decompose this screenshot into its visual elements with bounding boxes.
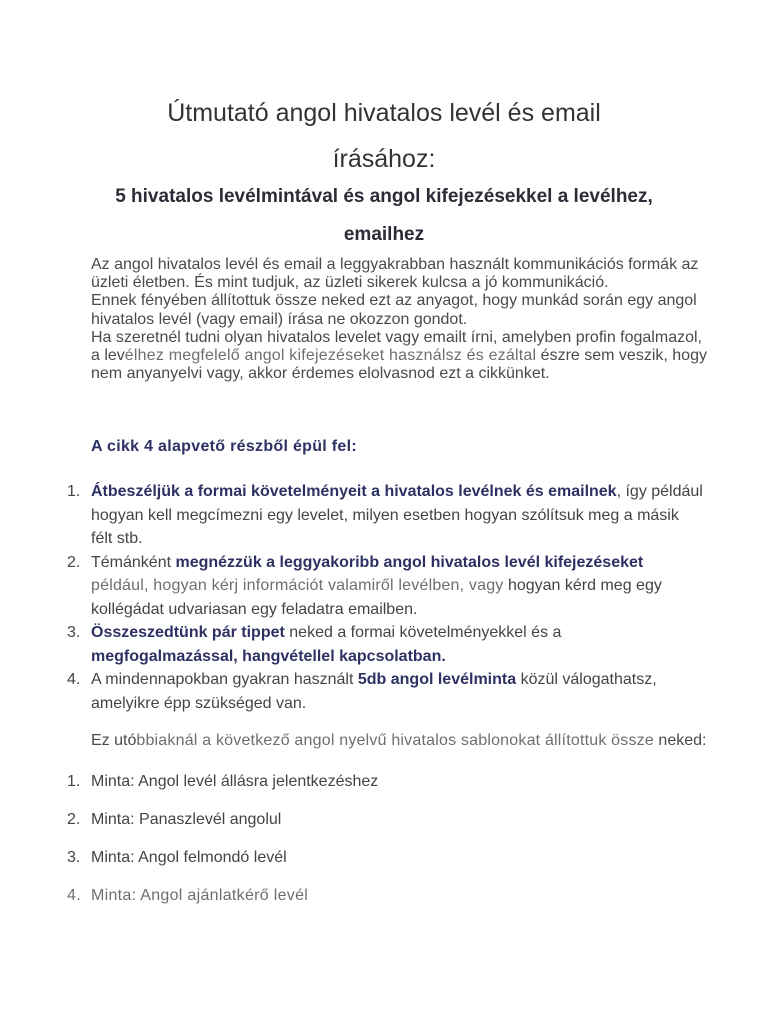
- list-item-emphasis: megnézzük a leggyakoribb angol hivatalos levél kifejezéseket: [175, 553, 644, 571]
- list-item-text: , így például hogyan kell megcímezni egy levelet, milyen esetben hogyan szólítsuk meg a másik félt stb.: [91, 483, 703, 547]
- list-number: 2.: [67, 811, 81, 828]
- list-item-emphasis: Átbeszéljük a formai követelményeit a hivatalos levélnek és emailnek: [91, 483, 617, 500]
- list-item-emphasis: 5db angol levélminta: [357, 671, 517, 688]
- templates-list: [64, 770, 704, 922]
- list-number: 1.: [67, 773, 81, 790]
- title-line-2: írásához:: [332, 145, 436, 173]
- note-part-a: Ez utó: [91, 732, 137, 749]
- list-number: 4.: [67, 671, 81, 688]
- list-item: [64, 551, 704, 622]
- subtitle-line-1: 5 hivatalos levélmintával és angol kifejezésekkel a levélhez,: [115, 186, 653, 207]
- list-number: 3.: [67, 624, 81, 641]
- template-label: Minta: Panaszlevél angolul: [91, 811, 282, 828]
- list-item-text-light: például, hogyan kérj információt valamiről levélben, vagy: [91, 577, 504, 594]
- note-part-b: bbiaknál a következő angol nyelvű hivatalos sablonokat állítottuk össze: [136, 732, 654, 749]
- subtitle-line-2: emailhez: [343, 224, 425, 245]
- list-item: [64, 770, 704, 808]
- list-number: 2.: [67, 553, 81, 571]
- templates-intro: [91, 732, 711, 750]
- list-number: 4.: [67, 887, 81, 904]
- list-item: [64, 668, 704, 715]
- list-item-text: A mindennapokban gyakran használt: [91, 671, 358, 688]
- list-item: [64, 621, 704, 668]
- template-label: Minta: Angol levél állásra jelentkezéshez: [91, 773, 379, 790]
- list-item: [64, 884, 704, 922]
- list-item-text: hogyan kérd meg egy kollégádat udvariasan egy feladatra emailben.: [91, 577, 662, 618]
- list-item-emphasis: Összeszedtünk pár tippet: [91, 624, 285, 641]
- intro-paragraph-2: Ennek fényében állítottuk össze neked ezt az anyagot, hogy munkád során egy angol hivatalos levél (vagy email) írása ne okozzon gondot.: [91, 292, 697, 328]
- list-item: [64, 846, 704, 884]
- list-item-text: neked a formai követelményekkel és a: [284, 624, 562, 641]
- section-heading: A cikk 4 alapvető részből épül fel:: [91, 438, 357, 455]
- list-item: [64, 808, 704, 846]
- page-title: [60, 90, 708, 182]
- note-part-c: neked:: [653, 732, 707, 749]
- intro-paragraph-3: [91, 329, 711, 384]
- intro-p3-part-b: élhez megfelelő angol kifejezéseket használsz és ezáltal: [124, 347, 537, 365]
- intro-p3-part-a: Ha szeretnél tudni olyan hivatalos levelet vagy emailt írni, amelyben profin fogalmazol, a lev: [91, 328, 702, 365]
- intro-paragraph-1: Az angol hivatalos levél és email a leggyakrabban használt kommunikációs formák az üzleti életben. És mint tudjuk, az üzleti sikerek kulcsa a jó kommunikáció.: [91, 256, 699, 292]
- list-item-text: Témánként: [91, 553, 176, 571]
- list-item-text: közül válogathatsz, amelyikre épp szükséged van.: [91, 671, 657, 712]
- title-line-1: Útmutató angol hivatalos levél és email: [167, 99, 601, 127]
- intro-p3-part-c: észre sem veszik, hogy nem anyanyelvi vagy, akkor érdemes elolvasnod ezt a cikkünket.: [91, 347, 707, 383]
- list-item-emphasis: megfogalmazással, hangvétellel kapcsolatban.: [91, 647, 446, 665]
- list-item: [64, 480, 704, 551]
- template-label: Minta: Angol felmondó levél: [91, 849, 287, 866]
- list-number: 1.: [67, 483, 81, 500]
- article-parts-list: [64, 480, 704, 715]
- list-number: 3.: [67, 849, 81, 866]
- template-label: Minta: Angol ajánlatkérő levél: [91, 887, 309, 904]
- page-subtitle: [60, 178, 708, 254]
- intro-text: [91, 256, 711, 383]
